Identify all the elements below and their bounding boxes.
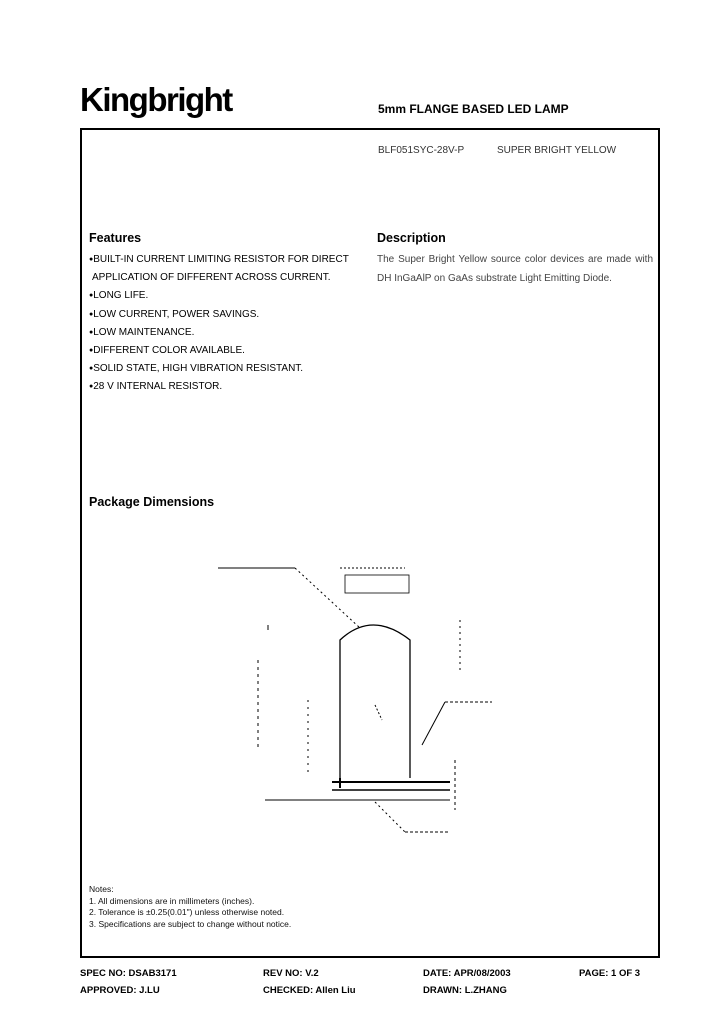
note-item: 2. Tolerance is ±0.25(0.01") unless otherwise noted. xyxy=(89,907,285,917)
features-heading: Features xyxy=(89,231,142,245)
led-body-outline xyxy=(340,625,410,778)
note-item: 3. Specifications are subject to change without notice. xyxy=(89,918,292,929)
feature-item: ●LONG LIFE. xyxy=(89,290,149,302)
package-dimensions-heading: Package Dimensions xyxy=(89,495,215,509)
part-color: SUPER BRIGHT YELLOW xyxy=(497,145,617,156)
bullet-icon: ● xyxy=(89,292,94,300)
feature-item: ●DIFFERENT COLOR AVAILABLE. xyxy=(89,345,245,357)
description-heading: Description xyxy=(377,231,446,245)
feature-item: APPLICATION OF DIFFERENT ACROSS CURRENT. xyxy=(92,272,331,284)
kingbright-logo: Kingbright xyxy=(80,81,232,118)
center-mark xyxy=(375,705,382,720)
drawn-by: DRAWN: L.ZHANG xyxy=(423,985,507,996)
bullet-icon: ● xyxy=(89,365,94,373)
document-title: 5mm FLANGE BASED LED LAMP xyxy=(378,102,569,116)
page-number: PAGE: 1 OF 3 xyxy=(579,968,641,979)
revision-number: REV NO: V.2 xyxy=(263,968,319,979)
description-text: The Super Bright Yellow source color devices are made with DH InGaAlP on GaAs substrate Light Emitting Diode. xyxy=(377,254,653,284)
feature-item: ●SOLID STATE, HIGH VIBRATION RESISTANT. xyxy=(89,363,304,375)
spec-number: SPEC NO: DSAB3171 xyxy=(80,968,177,979)
bullet-icon: ● xyxy=(89,383,94,391)
note-item: 1. All dimensions are in millimeters (inches). xyxy=(89,895,255,906)
bullet-icon: ● xyxy=(89,310,94,318)
notes-title: Notes: xyxy=(89,884,114,894)
notes-block xyxy=(89,884,291,930)
part-number: BLF051SYC-28V-P xyxy=(378,145,465,156)
feature-item: ●BUILT-IN CURRENT LIMITING RESISTOR FOR DIRECT xyxy=(89,254,349,265)
feature-item: ●LOW MAINTENANCE. xyxy=(89,326,195,338)
document-date: DATE: APR/08/2003 xyxy=(423,968,511,979)
bullet-icon: ● xyxy=(89,328,94,336)
features-list xyxy=(89,251,359,397)
bullet-icon: ● xyxy=(89,256,94,263)
leader-line xyxy=(422,702,445,745)
feature-item: ●LOW CURRENT, POWER SAVINGS. xyxy=(89,308,260,320)
approved-by: APPROVED: J.LU xyxy=(80,985,160,996)
leader-line xyxy=(375,802,405,832)
bullet-icon: ● xyxy=(89,347,94,355)
checked-by: CHECKED: Allen Liu xyxy=(263,985,356,996)
leader-line xyxy=(295,568,360,628)
feature-item: ●28 V INTERNAL RESISTOR. xyxy=(89,381,223,393)
diameter-box xyxy=(345,575,409,593)
package-dimensions-drawing xyxy=(200,540,520,850)
